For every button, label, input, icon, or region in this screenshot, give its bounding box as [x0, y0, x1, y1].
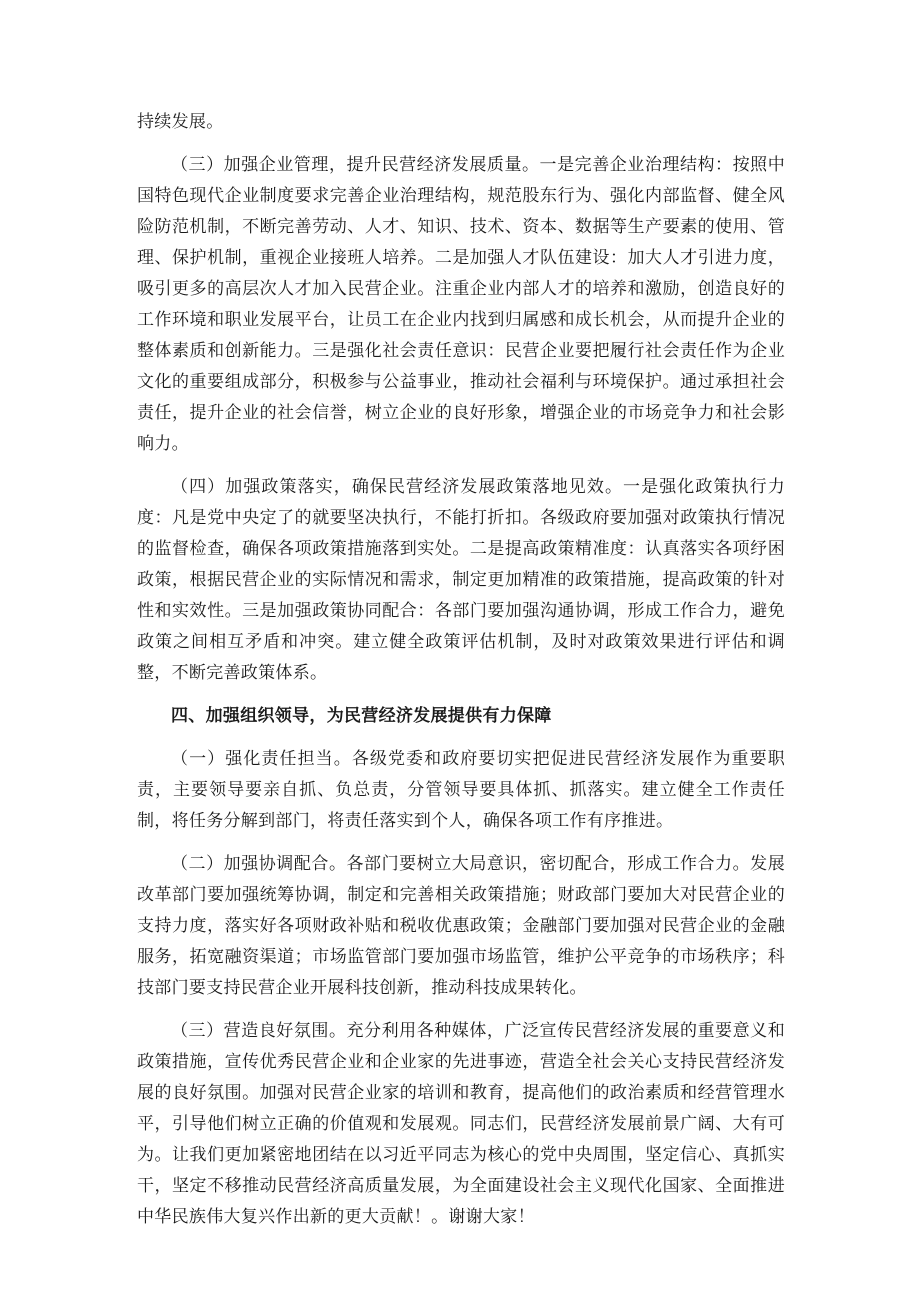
paragraph-atmosphere: （三）营造良好氛围。充分利用各种媒体，广泛宣传民营经济发展的重要意义和政策措施，宣传优秀民营企业和企业家的先进事迹，营造全社会关心支持民营经济发展的良好氛围。加强对民营企业家的培训和教育，提高他们的政治素质和经营管理水平，引导他们树立正确的价值观和发展观。同志们，民营经济发展前景广阔、大有可为。让我们更加紧密地团结在以习近平同志为核心的党中央周围，坚定信心、真抓实干，坚定不移推动民营经济高质量发展，为全面建设社会主义现代化国家、全面推进中华民族伟大复兴作出新的更大贡献！。谢谢大家！: [137, 1021, 785, 1227]
document-page: [137, 107, 785, 1245]
paragraph-enterprise-management: （三）加强企业管理，提升民营经济发展质量。一是完善企业治理结构：按照中国特色现代企业制度要求完善企业治理结构，规范股东行为、强化内部监督、健全风险防范机制，不断完善劳动、人才、知识、技术、资本、数据等生产要素的使用、管理、保护机制，重视企业接班人培养。二是加强人才队伍建设：加大人才引进力度，吸引更多的高层次人才加入民营企业。注重企业内部人才的培养和激励，创造良好的工作环境和职业发展平台，让员工在企业内找到归属感和成长机会，从而提升企业的整体素质和创新能力。三是强化社会责任意识：民营企业要把履行社会责任作为企业文化的重要组成部分，积极参与公益事业，推动社会福利与环境保护。通过承担社会责任，提升企业的社会信誉，树立企业的良好形象，增强企业的市场竞争力和社会影响力。: [137, 155, 785, 454]
paragraph-responsibility: （一）强化责任担当。各级党委和政府要切实把促进民营经济发展作为重要职责，主要领导要亲自抓、负总责，分管领导要具体抓、抓落实。建立健全工作责任制，将任务分解到部门，将责任落实到个人，确保各项工作有序推进。: [137, 749, 785, 831]
paragraph-coordination: （二）加强协调配合。各部门要树立大局意识，密切配合，形成工作合力。发展改革部门要加强统筹协调，制定和完善相关政策措施；财政部门要加大对民营企业的支持力度，落实好各项财政补贴和税收优惠政策；金融部门要加强对民营企业的金融服务，拓宽融资渠道；市场监管部门要加强市场监管，维护公平竞争的市场秩序；科技部门要支持民营企业开展科技创新，推动科技成果转化。: [137, 854, 785, 998]
paragraph-continuation: 持续发展。: [137, 112, 224, 132]
section-heading: 四、加强组织领导，为民营经济发展提供有力保障: [171, 706, 552, 726]
paragraph-policy-implementation: （四）加强政策落实，确保民营经济发展政策落地见效。一是强化政策执行力度：凡是党中央定了的就要坚决执行，不能打折扣。各级政府要加强对政策执行情况的监督检查，确保各项政策措施落到实处。二是提高政策精准度：认真落实各项纾困政策，根据民营企业的实际情况和需求，制定更加精准的政策措施，提高政策的针对性和实效性。三是加强政策协同配合：各部门要加强沟通协调，形成工作合力，避免政策之间相互矛盾和冲突。建立健全政策评估机制，及时对政策效果进行评估和调整，不断完善政策体系。: [137, 477, 785, 683]
